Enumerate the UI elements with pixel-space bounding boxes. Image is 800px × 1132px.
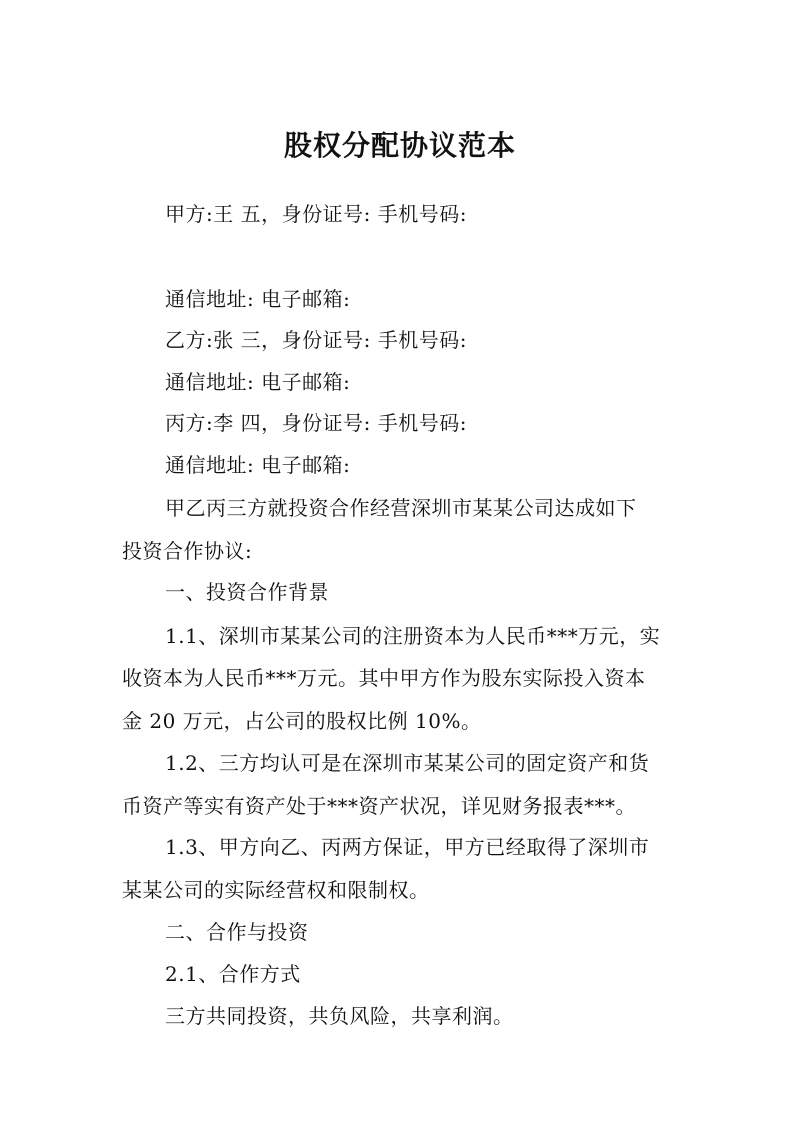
clause-line: 1.2、三方均认可是在深圳市某某公司的固定资产和货: [165, 751, 650, 775]
party-a-address-line: 通信地址: 电子邮箱:: [165, 287, 351, 311]
clause-line: 某某公司的实际经营权和限制权。: [122, 878, 430, 902]
section-heading: 二、合作与投资: [165, 920, 309, 944]
party-c-line: 丙方:李 四，身份证号: 手机号码:: [165, 411, 467, 435]
subsection-heading: 2.1、合作方式: [165, 962, 301, 986]
clause-line: 币资产等实有资产处于***资产状况，详见财务报表***。: [122, 794, 636, 818]
clause-line: 三方共同投资，共负风险，共享利润。: [165, 1004, 514, 1028]
agreement-intro-line: 甲乙丙三方就投资合作经营深圳市某某公司达成如下: [165, 496, 637, 520]
party-b-address-line: 通信地址: 电子邮箱:: [165, 370, 351, 394]
clause-line: 金 20 万元，占公司的股权比例 10%。: [122, 709, 482, 733]
party-c-address-line: 通信地址: 电子邮箱:: [165, 453, 351, 477]
document-title: 股权分配协议范本: [283, 129, 516, 162]
party-b-line: 乙方:张 三，身份证号: 手机号码:: [165, 328, 467, 352]
agreement-intro-line: 投资合作协议:: [122, 539, 253, 563]
clause-line: 1.3、甲方向乙、丙两方保证，甲方已经取得了深圳市: [165, 835, 650, 859]
clause-line: 收资本为人民币***万元。其中甲方作为股东实际投入资本: [122, 666, 646, 690]
clause-line: 1.1、深圳市某某公司的注册资本为人民币***万元，实: [165, 624, 661, 648]
party-a-line: 甲方:王 五，身份证号: 手机号码:: [165, 202, 467, 226]
section-heading: 一、投资合作背景: [165, 580, 329, 604]
